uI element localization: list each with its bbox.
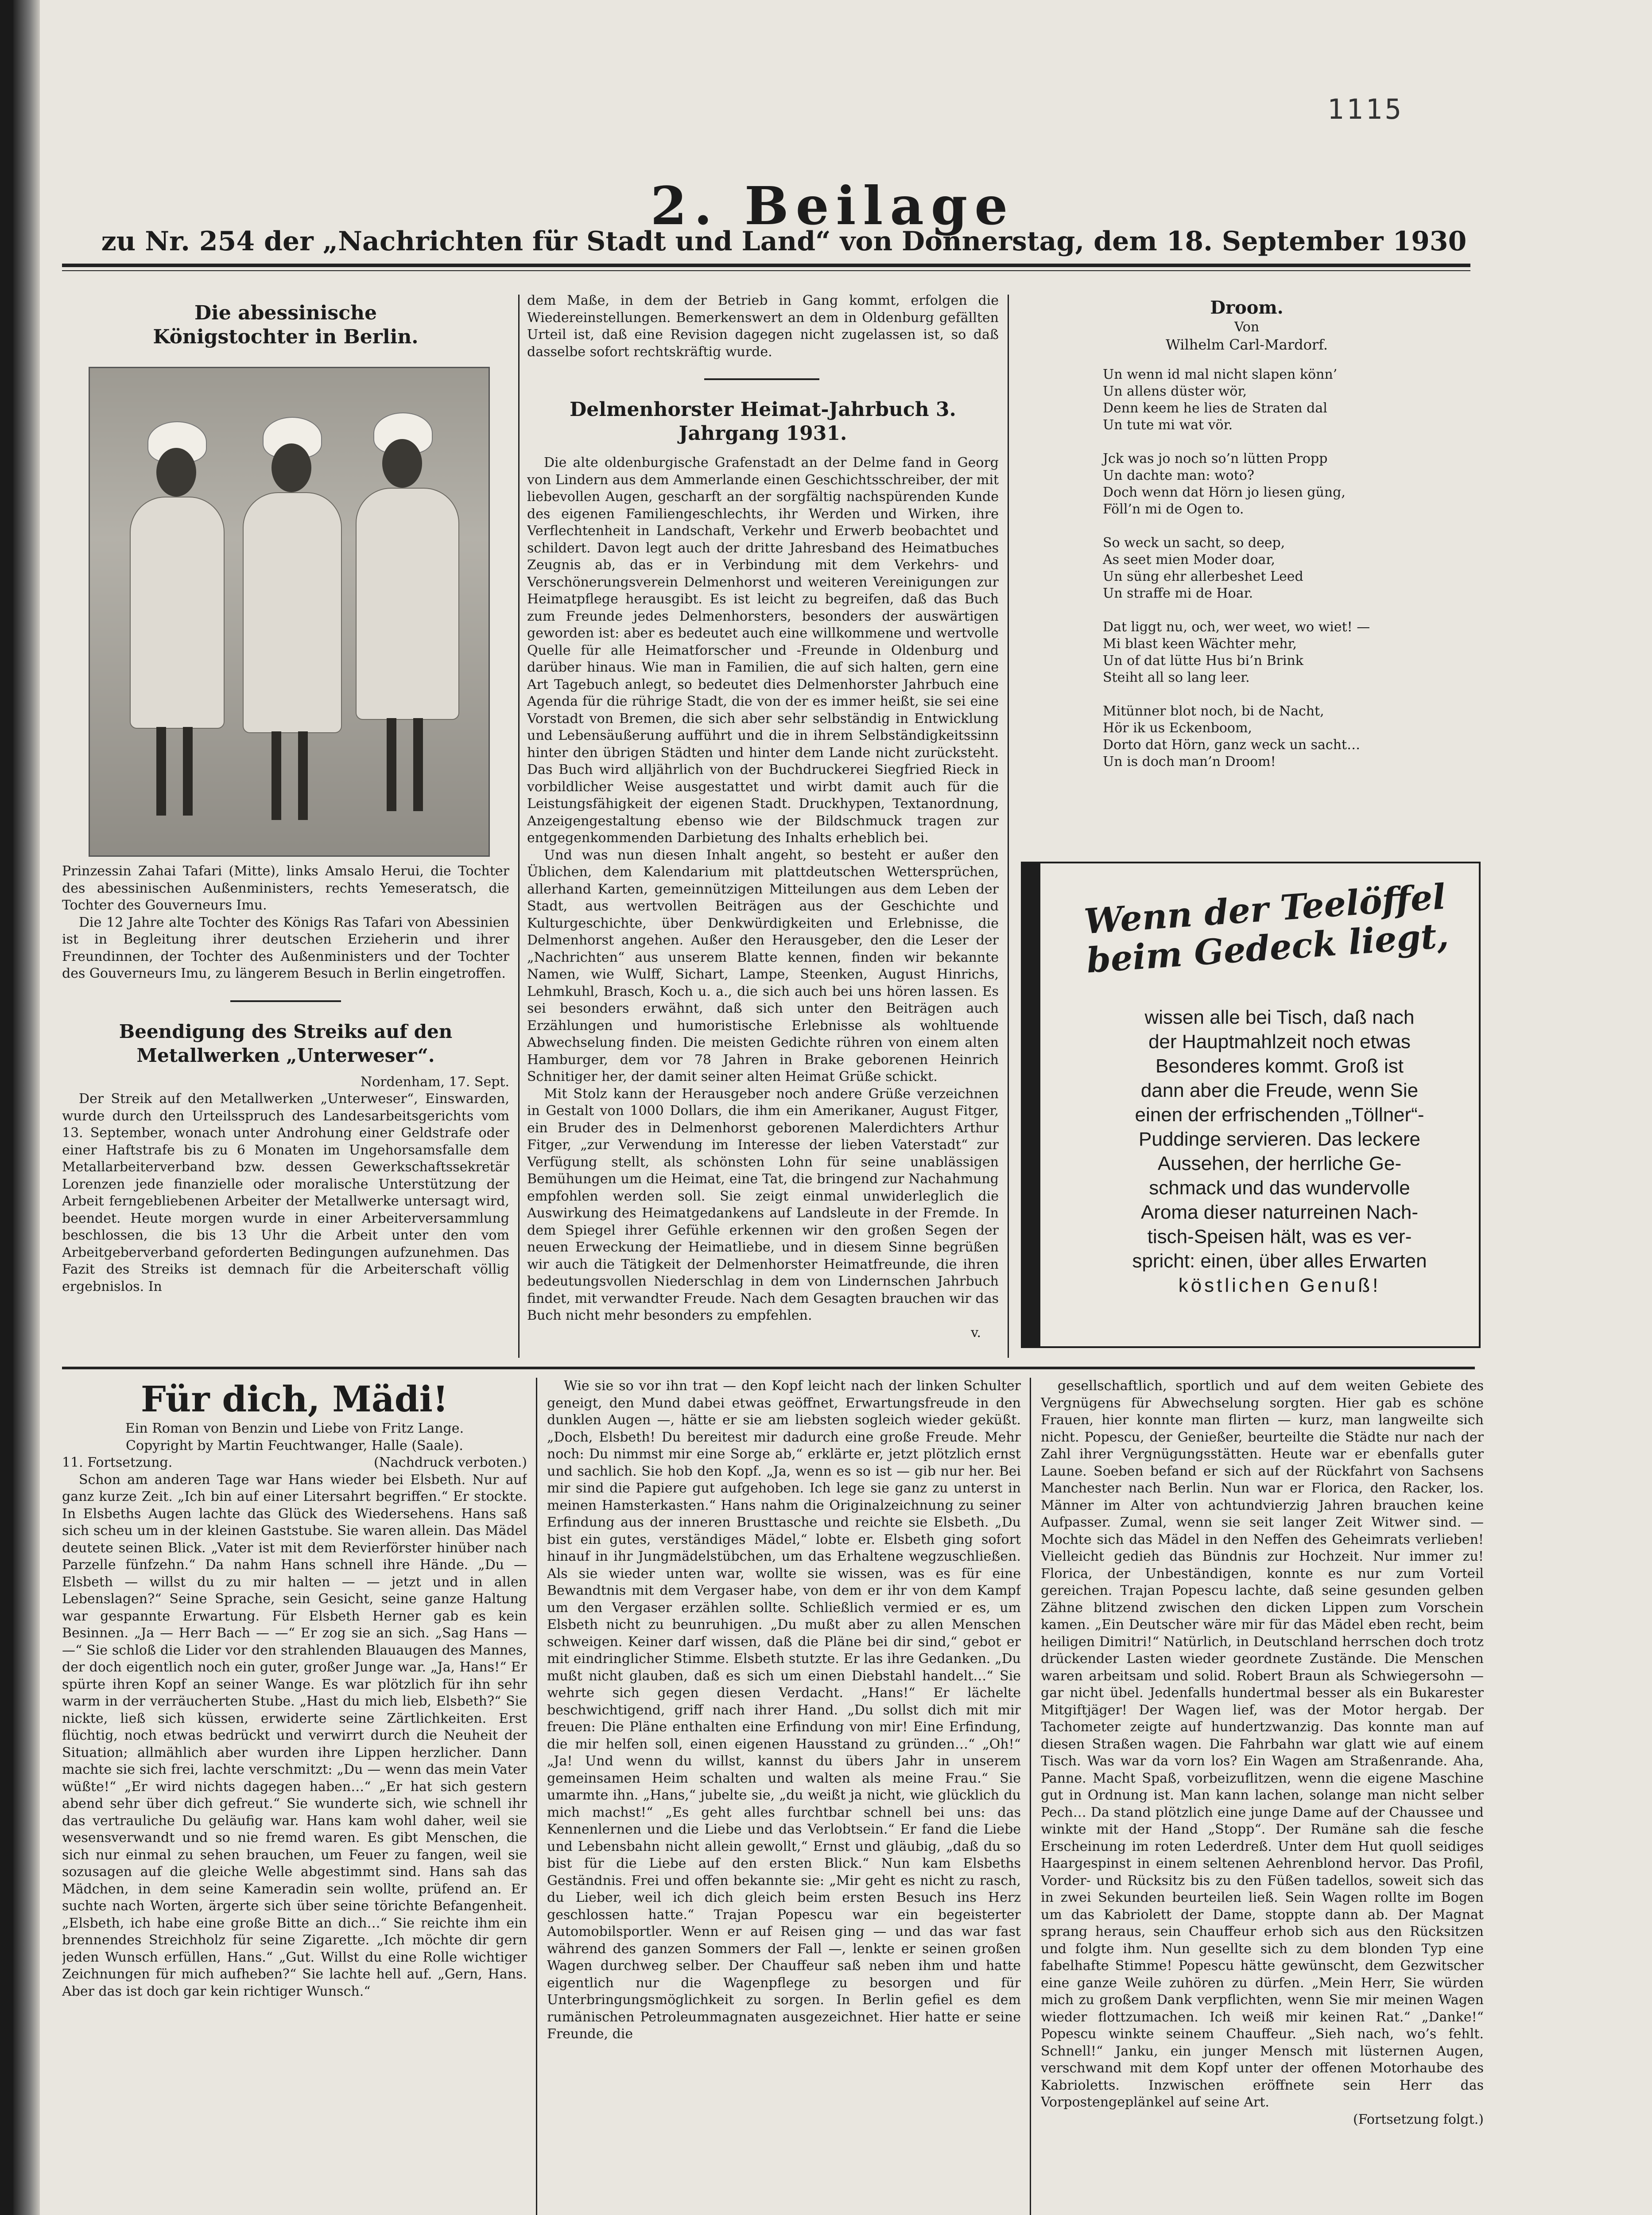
- ad-black-bar: [1023, 863, 1040, 1346]
- princess-headline: Die abessinische Königstochter in Berlin.: [153, 302, 419, 348]
- ad-line: schmack und das wundervolle: [1149, 1177, 1410, 1199]
- face: [156, 448, 196, 497]
- poem-line: Un of dat lütte Hus bi’n Brink: [1103, 653, 1303, 668]
- ad-line: wissen alle bei Tisch, daß nach: [1144, 1006, 1415, 1028]
- novel-title: Für dich, Mädi!: [140, 1378, 449, 1420]
- strike-body: Der Streik auf den Metallwerken „Unterweser“, Einswarden, wurde durch den Urteilsspruch des Landesarbeitsgerichts vom 13. September, wonach unter Androhung einer Geldstrafe oder einer Haftstrafe bis zu 6 Monaten im Ungehorsamsfalle dem Metallarbeiterverband bzw. dessen Gewerkschaftssekretär Lorenzen jede finanzielle oder moralische Unterstützung der Arbeit ferngebliebenen Arbeiter der Metallwerke untersagt wird, beendet. Heute morgen wurde in einer Arbeiterversammlung beschlossen, die bis 13 Uhr die Arbeit unter den vom Arbeitgeberverband geforderten Bedingungen aufzunehmen. Das Fazit des Streiks ist demnach für die Arbeiterschaft völlig ergebnislos. In: [62, 1091, 509, 1294]
- yearbook-paragraph: Und was nun diesen Inhalt angeht, so besteht er außer den Üblichen, dem Kalendarium mit plattdeutschen Wettersprüchen, allerhand Karten, gemeinnützigen Mitteilungen aus dem Leben der Stadt, aus wertvollen Beiträgen aus der Geschichte und Kulturgeschichte, über Denkwürdigkeiten und Erlebnisse, die Delmenhorst angehen. Außer den Herausgeber, den die Leser der „Nachrichten“ aus unserem Blatte kennen, finden wir bekannte Namen, wie Wulff, Sichart, Lampe, Steenken, August Hinrichs, Lehmkuhl, Brasch, Koch u. a., die sich auch bei uns hören lassen. Es sei besonders erwähnt, daß sich unter den Beiträgen auch Erzählungen und humoristische Erlebnisse als wohltuende Abwechselung finden. Die meisten Gedichte rühren von einem alten Hamburger, dem vor 78 Jahren in Brake geborenen Heinrich Schnitiger her, der damit seiner alten Heimat Grüße schickt.: [527, 847, 999, 1084]
- leg: [387, 718, 396, 811]
- yearbook-paragraph: Mit Stolz kann der Herausgeber noch andere Grüße verzeichnen in Gestalt von 1000 Dollars, die ihm ein Amerikaner, August Fitger, ein Bruder des in Delmenhorst geborenen Malerdichters Arthur Fitger, „zur Verwendung im Interesse der lieben Vaterstadt“ zur Verfügung stellt, als schönsten Lohn für seine unablässigen Bemühungen um die Heimat, eine Tat, die bringend zur Nachahmung empfohlen werden soll. Sie zeigt einmal unwiderleglich die Auswirkung des Heimatgedankens auf Landsleute in der Fremde. In dem Spiegel ihrer Gefühle erkennen wir den großen Segen der neuen Erweckung der Heimatliebe, und in diesem Sinne begrüßen wir auch die Tätigkeit der Delmenhorster Heimatfreunde, die ihren bedeutungsvollen Niederschlag in dem von Lindernschen Jahrbuch findet, mit verwandter Freude. Nach dem Gesagten brauchen wir das Buch nicht mehr besonders zu empfehlen.: [527, 1086, 999, 1323]
- novel-column-1: [62, 1378, 527, 2215]
- novel-installment: 11. Fortsetzung.: [62, 1455, 173, 1470]
- coat-figure-right: [356, 488, 459, 720]
- ad-headline: Wenn der Teelöffel beim Gedeck liegt,: [1082, 876, 1450, 981]
- ad-line: Besonderes kommt. Groß ist: [1156, 1055, 1404, 1077]
- novel-text: gesellschaftlich, sportlich und auf dem weiten Gebiete des Vergnügens für Abwechselung sorgten. Hier gab es schöne Frauen, hier konnte man flirten — kurz, man langweilte sich nicht. Popescu, der Genießer, beurteilte die Städte nur nach der Zahl ihrer Vergnügungsstätten. Heute war er ebenfalls guter Laune. Soeben befand er sich auf der Rückfahrt von Sachsens Manchester nach Berlin. Nun war er Florica, den Racker, los. Männer im Alter von achtundvierzig Jahren brauchen keine Aufpasser. Zumal, wenn sie seit langer Zeit Witwer sind. — Mochte sich das Mädel in den Neffen des Geheimrats verlieben! Vielleicht gedieh das Bündnis zur Hochzeit. Nur immer zu! Florica, der Unbeständigen, konnte es nur zum Vorteil gereichen. Trajan Popescu lachte, daß seine gesunden gelben Zähne blitzend zwischen den dicken Lippen zum Vorschein kamen. „Ein Deutscher wäre mir für das Mädel eben recht, beim heiligen Dimitri!“ Natürlich, in Deutschland herrschen doch trotz drückender Lasten wieder geordnete Zustände. Die Menschen waren arbeitsam und solid. Robert Braun als Schwiegersohn — gar nicht übel. Jedenfalls hundertmal besser als ein Bukarester Mitgiftjäger! Der Wagen lief, was der Motor hergab. Der Tachometer zeigte auf hundertzwanzig. Das konnte man auf diesen Straßen wagen. Die Fahrbahn war glatt wie auf einem Tisch. Was war da vorn los? Ein Wagen am Straßenrande. Aha, Panne. Macht Spaß, vorbeizuflitzen, wenn die eigene Maschine gut in Ordnung ist. Man kann lachen, solange man nicht selber Pech… Da stand plötzlich eine junge Dame auf der Chaussee und winkte mit der Hand „Stopp“. Der Rumäne sah die fesche Erscheinung im roten Lederdreß. Unter dem Hut quoll seidiges Haargespinst in einem seltenen Aehrenblond hervor. Das Profil, Vorder- und Rücksitz bis zu den Füßen tadellos, soweit sich das in zwei Sekunden beurteilen ließ. Sein Wagen rollte im Bogen um das Kabriolett der Dame, stoppte dann ab. Der Magnat sprang heraus, sein Chauffeur erhob sich aus den Rücksitzen und folgte ihm. Nun gesellte sich zu dem blonden Typ eine fabelhafte Stimme! Popescu hätte gewünscht, dem Gezwitscher eine ganze Weile zuhören zu dürfen. „Mein Herr, Sie würden mich zu großem Dank verpflichten, wenn Sie mir meinen Wagen wieder flottzumachen. Ich weiß mir keinen Rat.“ „Danke!“ Popescu winkte seinem Chauffeur. „Sieh nach, wo’s fehlt. Schnell!“ Janku, ein junger Mensch mit lüsternen Augen, verschwand mit dem Kopf unter der offenen Motorhaube des Kabrioletts. Inzwischen eröffnete sein Herr das Vorpostengeplänkel auf seine Art.: [1041, 1378, 1484, 2110]
- poem-by: Von: [1234, 319, 1260, 335]
- leg: [183, 727, 193, 816]
- poem-title: Droom.: [1210, 297, 1284, 318]
- column-middle: [527, 292, 999, 1356]
- yearbook-headline: Delmenhorster Heimat-Jahrbuch 3. Jahrgang 1931.: [570, 398, 956, 445]
- novel-text: Schon am anderen Tage war Hans wieder bei Elsbeth. Nur auf ganz kurze Zeit. „Ich bin auf einer Litersahrt begriffen.“ Er stockte. In Elsbeths Augen lachte das Glück des Wiedersehens. Hans saß sich scheu um in der kleinen Gaststube. Sie waren allein. Das Mädel deutete seinen Blick. „Vater ist mit dem Revierförster hinüber nach Parzelle fünfzehn.“ Da nahm Hans schnell ihre Hände. „Du — Elsbeth — willst du zu mir halten — — jetzt und in allen Lebenslagen?“ Seine Sprache, sein Gesicht, seine ganze Haltung war gespannte Erwartung. Für Elsbeth Herner gab es kein Besinnen. „Ja — Herr Bach — —“ Er zog sie an sich. „Sag Hans — —“ Sie schloß die Lider vor den strahlenden Blauaugen des Mannes, der doch eigentlich noch ein guter, großer Junge war. „Ja, Hans!“ Er spürte ihren Kopf an seiner Wange. Es war plötzlich für ihn sehr warm in der verräucherten Stube. „Hast du mich lieb, Elsbeth?“ Sie nickte, ließ sich küssen, erwiderte seine Zärtlichkeiten. Erst flüchtig, noch etwas bedrückt und verwirrt durch die Neuheit der Situation; allmählich aber wurden ihre Lippen herzlicher. Dann machte sie sich frei, lachte verschmitzt: „Du — wenn das mein Vater wüßte!“ „Er wird nichts dagegen haben…“ „Er hat sich gestern abend sehr über dich gefreut.“ Sie wunderte sich, wie schnell ihr das vertrauliche Du geläufig war. Hans kam wohl daher, weil sie wesensverwandt und so nie fremd waren. Es gibt Menschen, die sich nur einmal zu sehen brauchen, um Feuer zu fangen, weil sie sozusagen auf die gleiche Welle abgestimmt sind. Hans sah das Mädchen, in dem seine Kameradin sein wollte, prüfend an. Er suchte nach Worten, ärgerte sich über seine törichte Befangenheit. „Elsbeth, ich habe eine große Bitte an dich…“ Sie reichte ihm ein brennendes Streichholz für seine Zigarette. „Ich möchte dir gern jeden Wunsch erfüllen, Hans.“ „Gut. Willst du eine Rolle wichtiger Zeichnungen für mich aufheben?“ Sie lachte hell auf. „Gern, Hans. Aber das ist doch gar kein richtiger Wunsch.“: [62, 1472, 527, 1999]
- poem-author: Wilhelm Carl-Mardorf.: [1165, 336, 1328, 353]
- ad-line: spricht: einen, über alles Erwarten: [1132, 1250, 1427, 1272]
- poem-line: Föll’n mi de Ogen to.: [1103, 501, 1244, 517]
- column-divider: [1030, 1378, 1031, 2215]
- poem-line: Un allens düster wör,: [1103, 384, 1247, 399]
- ad-text: [1058, 1005, 1501, 1298]
- ad-line: der Hauptmahlzeit noch etwas: [1148, 1031, 1411, 1053]
- novel-reprint-note: (Nachdruck verboten.): [373, 1455, 527, 1470]
- princess-photo: [89, 367, 490, 857]
- leg: [298, 731, 308, 820]
- poem-line: So weck un sacht, so deep,: [1103, 535, 1285, 551]
- poem-line: Un tute mi wat vör.: [1103, 417, 1233, 433]
- article-separator: [230, 1000, 341, 1002]
- face: [271, 443, 311, 492]
- ad-line: köstlichen Genuß!: [1178, 1275, 1381, 1296]
- princess-body: Die 12 Jahre alte Tochter des Königs Ras Tafari von Abessinien ist in Begleitung ihrer deutschen Erzieherin und ihrer Freundinnen, der Tochter des Außenministers und der Tochter des Gouverneurs Imu, zu längerem Besuch in Berlin eingetroffen.: [62, 914, 509, 981]
- strike-dateline: Nordenham, 17. Sept.: [360, 1074, 509, 1090]
- yearbook-signature: v.: [971, 1325, 981, 1341]
- page-subtitle: zu Nr. 254 der „Nachrichten für Stadt und Land“ von Donnerstag, dem 18. September 1930: [101, 226, 1467, 257]
- column-divider: [1008, 295, 1009, 1358]
- ad-line: Aroma dieser naturreinen Nach-: [1140, 1201, 1419, 1223]
- poem-line: Dorto dat Hörn, ganz weck un sacht…: [1103, 737, 1361, 753]
- poem-line: Un süng ehr allerbeshet Leed: [1103, 569, 1303, 584]
- poem-stanza: [1103, 703, 1470, 770]
- column-left: [62, 292, 509, 1356]
- poem-line: Un dachte man: woto?: [1103, 468, 1254, 483]
- poem-line: Mitünner blot noch, bi de Nacht,: [1103, 703, 1324, 719]
- header-rule-thin: [62, 270, 1470, 271]
- page-number: 1115: [1327, 93, 1404, 125]
- article-separator: [704, 378, 819, 380]
- leg: [156, 727, 166, 816]
- poem-stanza: [1103, 619, 1470, 686]
- ad-line: tisch-Speisen hält, was es ver-: [1147, 1226, 1412, 1247]
- book-spine: [13, 0, 40, 2215]
- coat-figure-left: [130, 497, 225, 729]
- pudding-advertisement: [1021, 862, 1481, 1348]
- strike-continuation: dem Maße, in dem der Betrieb in Gang kommt, erfolgen die Wiedereinstellungen. Bemerkenswert an dem in Oldenburg gefällten Urteil ist, daß eine Revision dagegen nicht zugelassen ist, so daß dasselbe sofort rechtskräftig wurde.: [527, 293, 999, 360]
- ad-line: Puddinge servieren. Das leckere: [1139, 1128, 1420, 1150]
- column-divider: [536, 1378, 537, 2215]
- photo-frame: [62, 367, 509, 863]
- header-rule: [62, 264, 1470, 267]
- column-divider: [518, 295, 520, 1358]
- poem-stanza: [1103, 366, 1470, 434]
- leg: [271, 731, 281, 820]
- poem-line: Un straffe mi de Hoar.: [1103, 586, 1253, 601]
- newspaper-page: [13, 0, 1652, 2215]
- poem-line: Hör ik us Eckenboom,: [1103, 720, 1252, 736]
- section-rule: [62, 1367, 1475, 1369]
- ad-line: dann aber die Freude, wenn Sie: [1140, 1080, 1419, 1101]
- novel-continued: (Fortsetzung folgt.): [1353, 2111, 1484, 2127]
- poem-line: Dat liggt nu, och, wer weet, wo wiet! —: [1103, 619, 1370, 635]
- poem-line: Doch wenn dat Hörn jo liesen güng,: [1103, 485, 1346, 500]
- poem-column: [1023, 292, 1470, 846]
- coat-figure-center: [243, 492, 342, 733]
- ad-line: einen der erfrischenden „Töllner“-: [1135, 1104, 1424, 1126]
- leg: [413, 718, 423, 811]
- yearbook-paragraph: Die alte oldenburgische Grafenstadt an der Delme fand in Georg von Lindern aus dem Ammerlande einen Geschichtsschreiber, der mit liebevollen Augen, gescharft an der sorgfältig nachspürenden Kunde des eigenen Familiengeschlechts, ihr Werden und Wirken, ihre Verflechtenheit in Landschaft, Verkehr und Erwerb beobachtet und schildert. Davon legt auch der dritte Jahresband des Heimatbuches Zeugnis ab, das er in Verbindung mit dem Verkehrs- und Verschönerungsverein Delmenhorst und weiteren Vereinigungen zur Heimatpflege herausgibt. Es ist leicht zu begreifen, daß das Buch zum Freunde jedes Delmenhorsters, besonders der auswärtigen geworden ist: aber es bedeutet auch eine willkommene und wertvolle Quelle für alle Heimatforscher und -Freunde in Oldenburg und darüber hinaus. Wie man in Familien, die auf sich halten, gern eine Art Tagebuch anlegt, so bedeutet dies Delmenhorster Jahrbuch eine Agenda für die rührige Stadt, die von der es immer heißt, sie sei eine Vorstadt von Bremen, die sich aber sehr selbständig in Entwicklung und Lebensäußerung aufführt und die in ihrem Selbständigkeitssinn hinter den übrigen Städten und hinter dem Lande nicht zurücksteht. Das Buch wird alljährlich von der Buchdruckerei Siegfried Rieck in vorbildlicher Weise ausgestattet und wirbt damit auch für die Leistungsfähigkeit der eigenen Stadt. Druckhypen, Textanordnung, Anzeigengestaltung ebenso wie der Bildschmuck tragen zur entgegenkommenden Darbietung des Inhalts erheblich bei.: [527, 455, 999, 846]
- photo-caption: Prinzessin Zahai Tafari (Mitte), links Amsalo Herui, die Tochter des abessinischen Außenministers, rechts Yemeseratsch, die Tochter des Gouverneurs Imu.: [62, 863, 509, 913]
- poem-line: Un wenn id mal nicht slapen könn’: [1103, 367, 1338, 382]
- poem-line: Mi blast keen Wächter mehr,: [1103, 636, 1297, 652]
- novel-column-3: [1041, 1378, 1484, 2215]
- poem-line: Steiht all so lang leer.: [1103, 670, 1250, 685]
- novel-column-2: [547, 1378, 1021, 2215]
- novel-text: Wie sie so vor ihn trat — den Kopf leicht nach der linken Schulter geneigt, den Mund dabei etwas geöffnet, Erwartungsfreude in den dunklen Augen —, hätte er sie am liebsten sogleich wieder geküßt. „Doch, Elsbeth! Du bereitest mir dadurch eine große Freude. Mehr noch: Du nimmst mir eine Sorge ab,“ erklärte er, jetzt plötzlich ernst und sachlich. Sie hob den Kopf. „Ja, wenn es so ist — gib nur her. Bei mir sind die Papiere gut aufgehoben. Ich lege sie ganz zu unterst in meinen Hamsterkasten.“ Hans nahm die Originalzeichnung zu seiner Erfindung aus der inneren Brusttasche und reichte sie Elsbeth. „Du bist ein gutes, verständiges Mädel,“ lobte er. Elsbeth ging sofort hinauf in ihr Jungmädelstübchen, um das Erhaltene wegzuschließen. Als sie wieder unten war, wollte sie wissen, was es für eine Bewandtnis mit dem Vergaser habe, von dem er ihr von dem Kampf um den Vergaser erzählen sollte. Schließlich vermied er es, um Elsbeth nicht zu beunruhigen. „Du mußt aber zu allen Menschen schweigen. Keiner darf wissen, daß die Pläne bei dir sind,“ gebot er mit eindringlicher Stimme. Elsbeth stutzte. Er las ihre Gedanken. „Du mußt nicht glauben, daß es sich um einen Diebstahl handelt…“ Sie wehrte sich gegen diesen Verdacht. „Hans!“ Er lächelte beschwichtigend, griff nach ihrer Hand. „Du sollst dich mit mir freuen: Die Pläne enthalten eine Erfindung von mir! Eine Erfindung, die mir helfen soll, einen eigenen Hausstand zu gründen…“ „Oh!“ „Ja! Und wenn du willst, kannst du übers Jahr in unserem gemeinsamen Heim schalten und walten als meine Frau.“ Sie umarmte ihn. „Hans,“ jubelte sie, „du weißt ja nicht, wie glücklich du mich machst!“ „Es geht alles furchtbar schnell bei uns: das Kennenlernen und die Liebe und das Verlobtsein.“ Er fand die Liebe und Lebensbahn nicht allein gewollt,“ Ernst und gläubig, „daß du so bist für die Liebe auf den ersten Blick.“ Nun kam Elsbeths Geständnis. Frei und offen bekannte sie: „Mir geht es nicht zu rasch, du Lieber, weil ich dich gleich beim ersten Besuch ins Herz geschlossen hatte.“ Trajan Popescu war ein begeisterter Automobilsportler. Wenn er auf Reisen ging — und das war fast während des ganzen Sommers der Fall —, lenkte er seinen großen Wagen durchweg selber. Der Chauffeur saß neben ihm und hatte eigentlich nur die Wagenpflege zu besorgen und für Unterbringungsmöglichkeit zu sorgen. In Berlin gefiel es dem rumänischen Petroleummagnaten ausgezeichnet. Hier hatte er seine Freunde, die: [547, 1378, 1021, 2042]
- poem-line: As seet mien Moder doar,: [1103, 552, 1276, 567]
- poem-line: Denn keem he lies de Straten dal: [1103, 400, 1327, 416]
- poem-stanza: [1103, 535, 1470, 602]
- novel-subtitle: Ein Roman von Benzin und Liebe von Fritz Lange.: [125, 1421, 464, 1436]
- page-title: 2. Beilage: [650, 175, 1015, 237]
- novel-copyright: Copyright by Martin Feuchtwanger, Halle (Saale).: [126, 1438, 463, 1453]
- poem-body: [1023, 366, 1470, 770]
- strike-headline: Beendigung des Streiks auf den Metallwerken „Unterweser“.: [119, 1020, 453, 1066]
- poem-line: Un is doch man’n Droom!: [1103, 754, 1276, 769]
- face: [382, 439, 422, 488]
- poem-stanza: [1103, 451, 1470, 518]
- ad-line: Aussehen, der herrliche Ge-: [1157, 1153, 1402, 1174]
- poem-line: Jck was jo noch so’n lütten Propp: [1103, 451, 1328, 466]
- novel-installment-row: [62, 1454, 527, 1472]
